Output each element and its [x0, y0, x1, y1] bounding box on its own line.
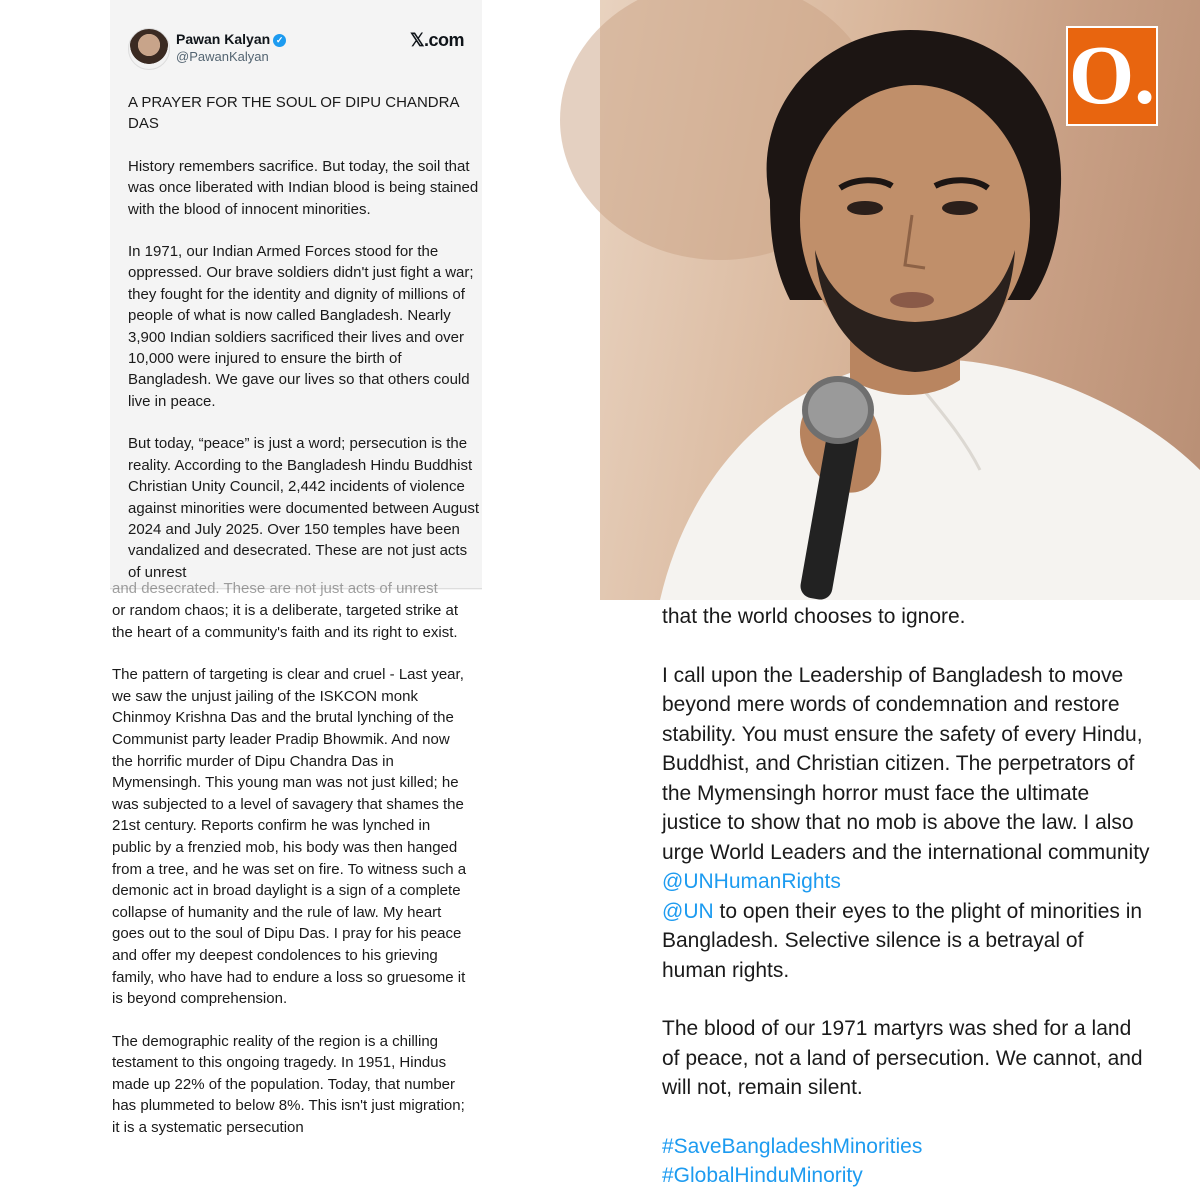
continuation-right-panel [600, 600, 1200, 1200]
continuation-left-panel [0, 580, 600, 1200]
publisher-logo[interactable] [1066, 26, 1158, 126]
continuation-right-paragraph-1 [662, 661, 1152, 986]
mention-un-link[interactable]: @UN [662, 899, 714, 923]
continuation-left-paragraph-3: The demographic reality of the region is a chilling testament to this ongoing tragedy. In 1951, Hindus made up 22% of the population. Today, that number has plummeted to below 8%. This isn't just migration; it is a systematic persecution [112, 1032, 465, 1137]
tweet-card [110, 0, 482, 590]
mention-unhumanrights-link[interactable]: @UNHumanRights [662, 870, 841, 893]
verified-badge-icon: ✓ [273, 34, 286, 47]
continuation-left-text [112, 600, 472, 1160]
avatar[interactable] [128, 28, 170, 70]
hashtag-save-bangladesh-minorities-link[interactable]: #SaveBangladeshMinorities [662, 1134, 923, 1158]
paragraph-1-text-before: I call upon the Leadership of Bangladesh to move beyond mere words of condemnation and restore stability. You must ensure the safety of every Hindu, Buddhist, and Christian citizen. The perpetrators of the Mymensingh horror must face the ultimate justice to show that no mob is above the law. I also urge World Leaders and the international community [662, 663, 1150, 864]
tweet-heading: A PRAYER FOR THE SOUL OF DIPU CHANDRA DAS [128, 94, 459, 133]
continuation-left-paragraph-2: The pattern of targeting is clear and cruel - Last year, we saw the unjust jailing of the ISKCON monk Chinmoy Krishna Das and the brutal lynching of the Communist party leader Pradip Bhowmik. And now the horrific murder of Dipu Chandra Das in Mymensingh. This young man was not just killed; he was subjected to a level of savagery that shames the 21st century. Reports confirm he was lynched in public by a frenzied mob, his body was then hanged from a tree, and he was set on fire. To witness such a demonic act in broad daylight is a sign of a complete collapse of humanity and the rule of law. My heart goes out to the soul of Dipu Das. I pray for his peace and offer my deepest condolences to his grieving family, who have had to endure a loss so gruesome it is beyond comprehension. [112, 666, 467, 1008]
author-name[interactable]: Pawan Kalyan [176, 31, 271, 47]
author-handle[interactable]: @PawanKalyan [176, 49, 269, 64]
tweet-body [128, 92, 480, 604]
clipped-overlap-line: and desecrated. These are not just acts of unrest [112, 580, 438, 597]
hashtag-global-hindu-minority-link[interactable]: #GlobalHinduMinority [662, 1164, 863, 1187]
paragraph-1-text-after: to open their eyes to the plight of minorities in Bangladesh. Selective silence is a betrayal of human rights. [662, 899, 1143, 982]
author-name-row[interactable] [176, 31, 286, 47]
tweet-paragraph-2: In 1971, our Indian Armed Forces stood for the oppressed. Our brave soldiers didn't just fight a war; they fought for the identity and dignity of millions of people of what is now called Bangladesh. Nearly 3,900 Indian soldiers sacrificed their lives and over 10,000 were injured to ensure the birth of Bangladesh. We gave our lives so that others could live in peace. [128, 243, 474, 410]
publisher-logo-letter: O. [1068, 29, 1156, 122]
tweet-screenshot-panel [0, 0, 600, 590]
continuation-right-text [662, 602, 1152, 1191]
hashtags-block [662, 1132, 1152, 1191]
continuation-left-paragraph-1: or random chaos; it is a deliberate, targeted strike at the heart of a community's faith and its right to exist. [112, 602, 459, 641]
continuation-right-paragraph-0: that the world chooses to ignore. [662, 605, 966, 628]
speaker-photo [600, 0, 1200, 600]
tweet-paragraph-3: But today, “peace” is just a word; persecution is the reality. According to the Bangladesh Hindu Buddhist Christian Unity Council, 2,442 incidents of violence against minorities were documented between August 2024 and July 2025. Over 150 temples have been vandalized and desecrated. These are not just acts of unrest [128, 435, 480, 581]
tweet-paragraph-1: History remembers sacrifice. But today, the soil that was once liberated with Indian blood is being stained with the blood of innocent minorities. [128, 157, 479, 218]
site-logo: 𝕏.com [409, 30, 464, 50]
continuation-right-paragraph-2: The blood of our 1971 martyrs was shed for a land of peace, not a land of persecution. We cannot, and will not, remain silent. [662, 1017, 1143, 1099]
